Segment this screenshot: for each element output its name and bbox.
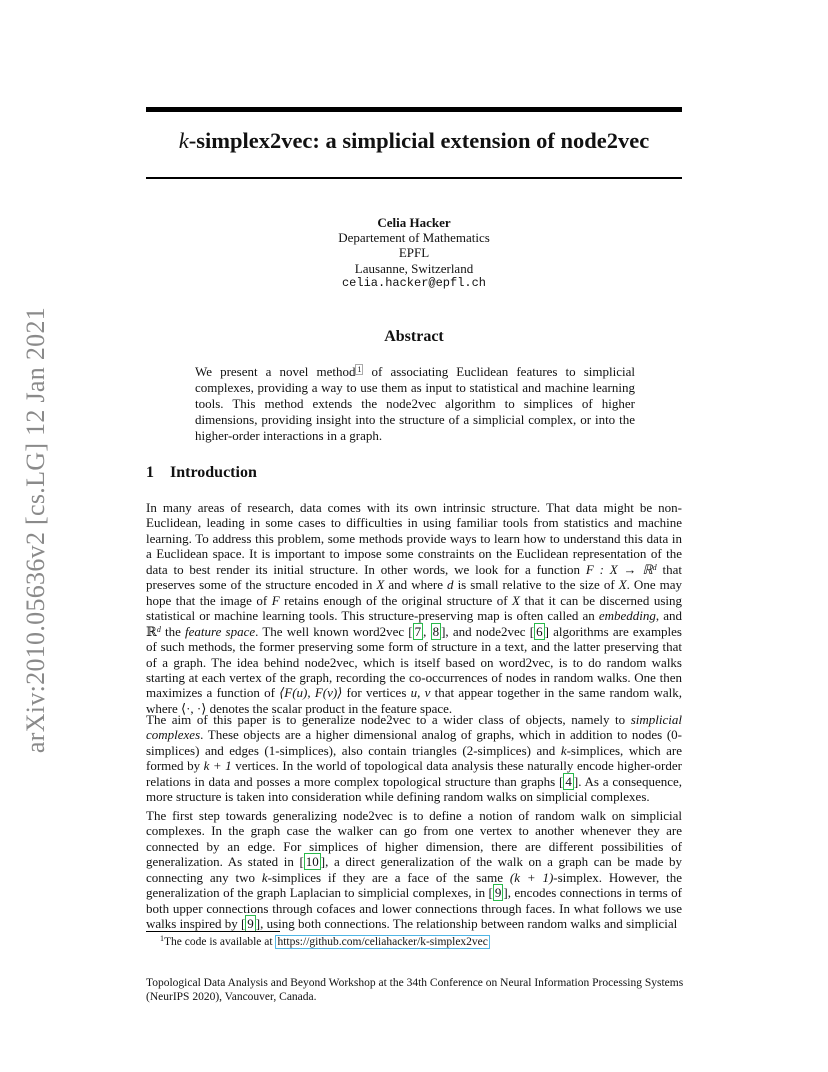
- text: . These objects are a higher dimensional analog of graphs, which in addition to nodes (0-simplices) and edges (1-simplices), also contain triangles (2-simplices) and: [146, 727, 682, 758]
- author-block: [146, 215, 682, 291]
- title-rest: -simplex2vec: a simplicial extension of node2vec: [188, 128, 650, 153]
- text: is small relative to the size of: [453, 577, 619, 593]
- math-sup: d: [156, 624, 161, 634]
- citation-link[interactable]: 10: [305, 854, 319, 870]
- title-k: k: [178, 128, 189, 153]
- abstract-heading: Abstract: [384, 328, 444, 345]
- intro-paragraph-3: [146, 808, 682, 932]
- citation-link[interactable]: 9: [247, 916, 254, 932]
- text: ,: [423, 623, 431, 639]
- citation-link[interactable]: 8: [432, 623, 440, 639]
- footnote: [160, 936, 490, 948]
- code-url-link[interactable]: https://github.com/celiahacker/k-simplex2vec: [277, 936, 488, 948]
- footnote-rule: [146, 931, 280, 932]
- math: X: [618, 577, 627, 593]
- math-sup: d: [652, 562, 657, 572]
- math: k + 1: [203, 758, 232, 774]
- citation-link[interactable]: 7: [414, 623, 422, 639]
- text: . One may hope that the image of: [146, 577, 683, 608]
- text: , and: [655, 608, 682, 624]
- emphasis: embedding: [598, 608, 656, 624]
- math: X: [512, 592, 520, 608]
- math: d: [447, 577, 454, 593]
- title-bottom-rule: [146, 177, 682, 179]
- math: (k + 1): [509, 869, 554, 885]
- author-name: Celia Hacker: [377, 215, 451, 230]
- paper-title: [146, 128, 682, 154]
- intro-paragraph-1: [146, 500, 682, 716]
- intro-paragraph-2: [146, 712, 682, 805]
- math: u, v: [410, 685, 431, 701]
- text: ]. As a consequence, more structure is taken into consideration while defining random walks on simplicial complexes.: [146, 773, 682, 805]
- math: ⟨·, ·⟩: [181, 700, 207, 716]
- text: In many areas of research, data comes with its own intrinsic structure. That data might be non-Euclidean, leading in some cases to difficulties in using familiar tools from statistics and machine learning. To address this problem, some methods provide ways to learn how to understand this data in a Euclidean space. It is important to impose some constraints on the Euclidean representation of the data to best render its initial structure. In other words, we look for a function: [146, 500, 682, 577]
- title-top-rule: [146, 107, 682, 112]
- footnote-mark: 1: [160, 934, 164, 943]
- arxiv-sidebar-id: arXiv:2010.05636v2 [cs.LG] 12 Jan 2021: [21, 306, 50, 754]
- author-location: Lausanne, Switzerland: [354, 260, 474, 276]
- text: ], encodes connections in terms of both upper connections through cofaces and lower connections through faces. In what follows we use walks inspired by [: [146, 885, 682, 932]
- math: ℝ: [146, 623, 157, 639]
- text: ], and node2vec [: [441, 623, 535, 639]
- text: that appear together in the same random walk, where: [146, 685, 682, 716]
- citation-link[interactable]: 9: [494, 885, 502, 901]
- text: -simplices, which are formed by: [146, 742, 682, 774]
- text: retains enough of the original structure of: [279, 592, 513, 608]
- venue-note: Topological Data Analysis and Beyond Workshop at the 34th Conference on Neural Information Processing Systems (NeurIPS 2020), Vancouver, Canada.: [146, 977, 684, 1004]
- math: F : X → ℝ: [585, 561, 653, 577]
- section-title: Introduction: [170, 464, 257, 481]
- section-heading-introduction: [146, 464, 257, 482]
- abstract-text-rest: of associating Euclidean features to simplicial complexes, providing a way to use them as input to statistical and machine learning tools. This method extends the node2vec algorithm to simplices of higher dimensions, providing insight into the structure of a simplicial complex, or into the higher-order interactions in a graph.: [195, 364, 636, 444]
- emphasis: simplicial complexes: [146, 712, 682, 743]
- text: the: [160, 623, 186, 639]
- text: ] algorithms are examples of such methods, the former preserving some form of structure in a text, and the latter preserving that of a graph. The idea behind node2vec, which is itself based on word2vec, is to do random walks starting at each vertex of the graph, recording the co-occurrences of nodes in random walks. One then maximizes a function of: [146, 623, 682, 701]
- text: vertices. In the world of topological data analysis these naturally encode higher-order relations in data and posses a more complex topological structure than graphs [: [146, 758, 682, 789]
- math: k: [261, 869, 268, 885]
- math: k: [560, 742, 567, 758]
- citation-link[interactable]: 4: [565, 773, 572, 789]
- math: F: [271, 592, 280, 608]
- text: ], using both connections. The relationship between random walks and simplicial: [255, 916, 678, 932]
- text: The aim of this paper is to generalize node2vec to a wider class of objects, namely to: [146, 712, 631, 727]
- text: denotes the scalar product in the feature space.: [206, 700, 453, 716]
- text: -simplices if they are a face of the same: [267, 869, 510, 885]
- text: and where: [384, 577, 448, 593]
- author-institution: EPFL: [398, 245, 430, 261]
- text: ], a direct generalization of the walk on a graph can be made by connecting any two: [146, 854, 682, 885]
- text: for vertices: [342, 685, 411, 701]
- text: The first step towards generalizing node2vec is to define a notion of random walk on simplicial complexes. In the graph case the walker can go from one vertex to another whenever they are connected by an edge. For simplices of higher dimension, there are different possibilities of generalization. As stated in [: [146, 808, 682, 870]
- section-number: 1: [146, 464, 154, 481]
- citation-link[interactable]: 6: [536, 623, 543, 639]
- math: ⟨F(u), F(v)⟩: [279, 685, 343, 701]
- text: that it can be discerned using statistical or machine learning tools. This structure-preserving map is often called an: [146, 592, 682, 624]
- emphasis: feature space: [185, 623, 256, 639]
- footnote-ref-link[interactable]: 1: [357, 365, 362, 374]
- abstract-text: [195, 364, 635, 444]
- author-department: Departement of Mathematics: [338, 230, 490, 246]
- text: -simplex. However, the generalization of the graph Laplacian to simplicial complexes, in [: [146, 869, 682, 901]
- footnote-text: The code is available at: [164, 936, 276, 948]
- math: X: [376, 577, 385, 593]
- abstract-text-start: We present a novel method: [195, 364, 356, 379]
- text: that preserves some of the structure encoded in: [146, 561, 682, 593]
- text: . The well known word2vec [: [255, 623, 413, 639]
- author-email[interactable]: celia.hacker@epfl.ch: [341, 275, 487, 290]
